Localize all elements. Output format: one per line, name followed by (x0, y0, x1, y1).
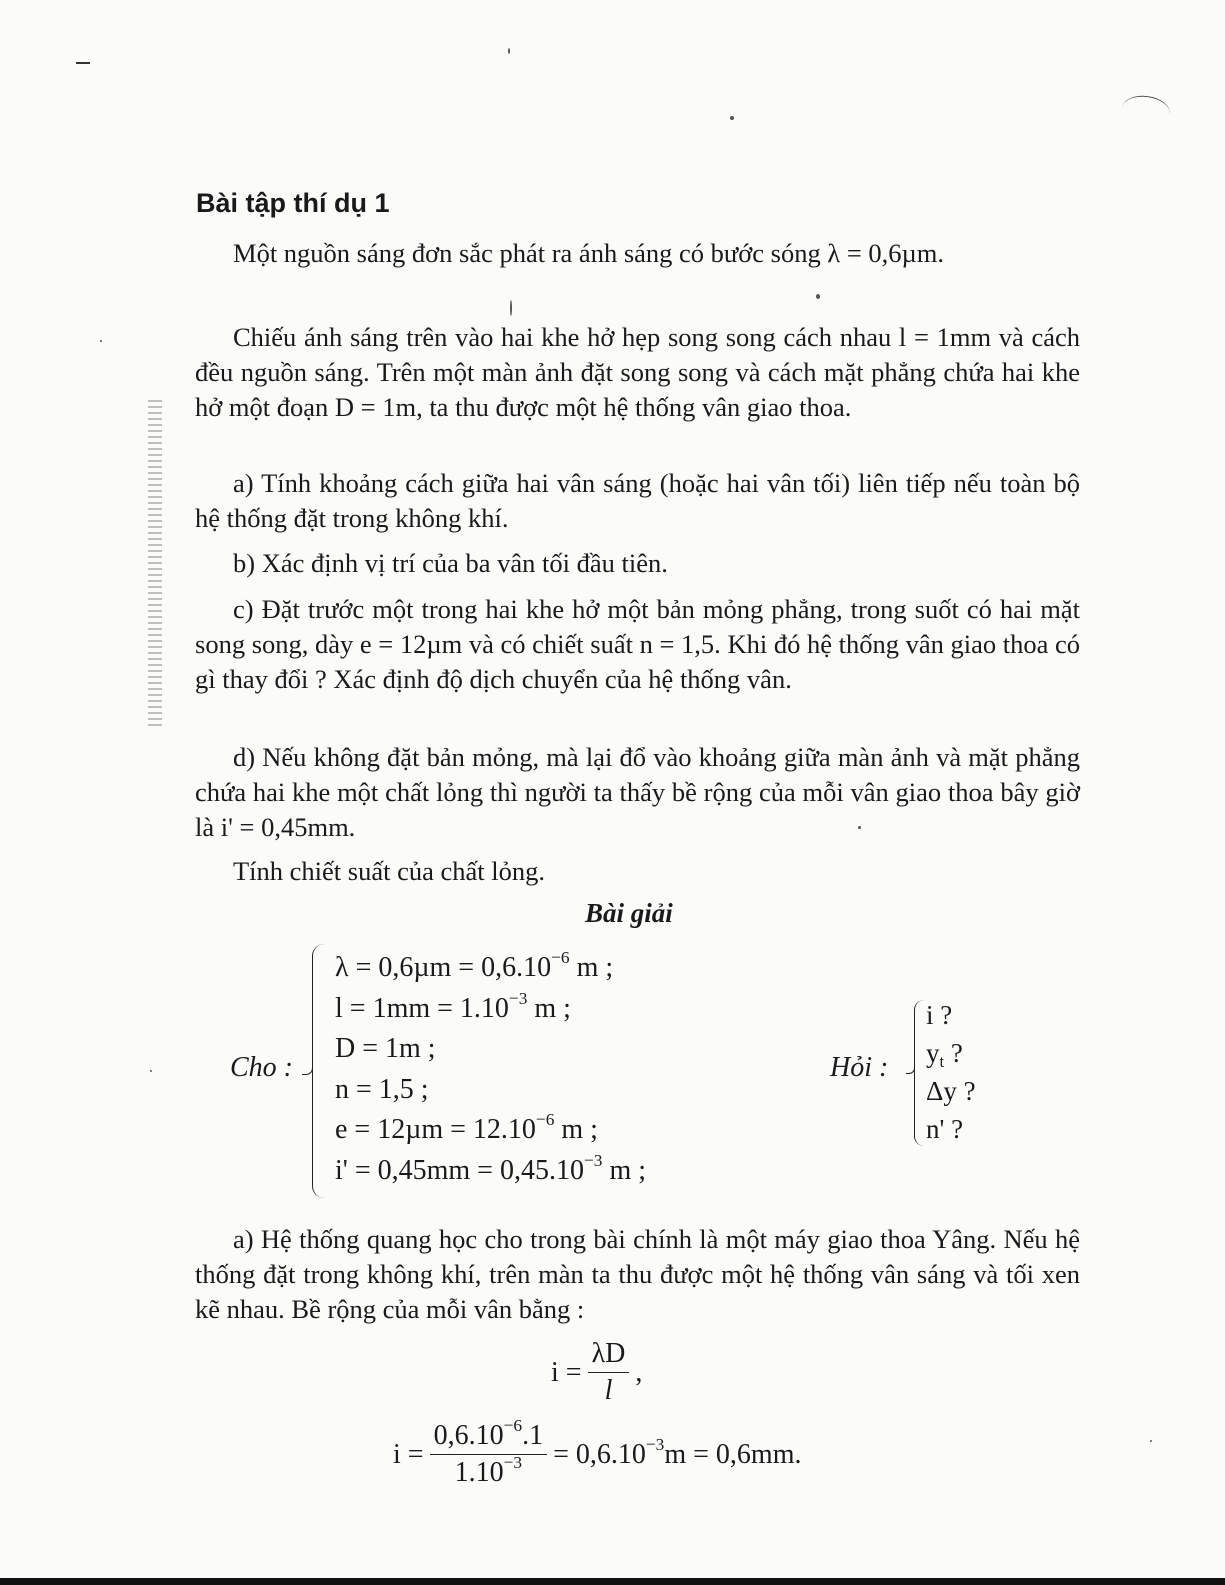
given-item: $l = 1mm = 1.10^{-3}$ m ; (335, 988, 571, 1024)
asked-brace (914, 1000, 925, 1146)
asked-item: n' ? (926, 1114, 964, 1144)
given-brace (312, 944, 327, 1198)
binding-shadow (148, 400, 162, 730)
solution-part-a: a) Hệ thống quang học cho trong bài chính là một máy giao thoa Yâng. Nếu hệ thống đặt trong không khí, trên màn ta thu được một hệ thống vân sáng và tối xen kẽ nhau. Bề rộng của mỗi vân bằng : (195, 1224, 1080, 1324)
scan-mark (76, 62, 90, 64)
given-item: n = 1,5 ; (335, 1073, 429, 1105)
scan-mark-curl (1120, 93, 1172, 128)
asked-list (926, 996, 976, 1148)
solution-title: Bài giải (585, 898, 673, 928)
given-item: $e = 12\mu m = 12.10^{-6}$ m ; (335, 1109, 598, 1145)
scan-bottom-edge (0, 1578, 1225, 1585)
problem-part-b: b) Xác định vị trí của ba vân tối đầu tiên. (233, 548, 668, 578)
fraction: $\frac{0,6.10^{-6}.1}{1.10^{-3}}$ (430, 1420, 547, 1489)
exercise-heading: Bài tập thí dụ 1 (196, 188, 390, 218)
problem-part-a: a) Tính khoảng cách giữa hai vân sáng (hoặc hai vân tối) liên tiếp nếu toàn bộ hệ thống đặt trong không khí. (195, 468, 1080, 533)
formula-fringe-width: i = $\frac{\lambda D}{l}$ , (551, 1338, 643, 1406)
given-item: D = 1m ; (335, 1033, 436, 1064)
asked-item: $y_t$ ? (926, 1038, 963, 1072)
problem-part-d-question: Tính chiết suất của chất lỏng. (233, 856, 546, 886)
asked-label: Hỏi : (830, 1052, 889, 1083)
given-item: $\lambda = 0,6\mu m = 0,6.10^{-6}$ m ; (335, 947, 614, 983)
problem-intro: Một nguồn sáng đơn sắc phát ra ánh sáng có bước sóng λ = 0,6µm. (233, 238, 945, 268)
asked-item: Δy ? (926, 1076, 976, 1106)
given-list (335, 948, 646, 1191)
problem-setup: Chiếu ánh sáng trên vào hai khe hở hẹp song song cách nhau l = 1mm và cách đều nguồn sáng. Trên một màn ảnh đặt song song và cách mặt phẳng chứa hai khe hở một đoạn D = 1m, ta thu được một hệ thống vân giao thoa. (195, 322, 1080, 422)
formula-fringe-width-numeric: i = $\frac{0,6.10^{-6}.1}{1.10^{-3}}$ = $0,6.10^{-3}m = 0,6mm$. (393, 1415, 802, 1488)
given-label: Cho : (230, 1052, 293, 1083)
problem-part-d: d) Nếu không đặt bản mỏng, mà lại đổ vào khoảng giữa màn ảnh và mặt phẳng chứa hai khe một chất lỏng thì người ta thấy bề rộng của mỗi vân giao thoa bây giờ là i' = 0,45mm. (195, 742, 1080, 842)
given-item: $i' = 0,45mm = 0,45.10^{-3}$ m ; (335, 1150, 647, 1186)
fraction: $\frac{\lambda D}{l}$ (588, 1338, 630, 1407)
problem-part-c: c) Đặt trước một trong hai khe hở một bản mỏng phẳng, trong suốt có hai mặt song song, dày e = 12µm và có chiết suất n = 1,5. Khi đó hệ thống vân giao thoa có gì thay đổi ? Xác định độ dịch chuyển của hệ thống vân. (195, 594, 1080, 694)
asked-item: i ? (926, 1000, 953, 1030)
